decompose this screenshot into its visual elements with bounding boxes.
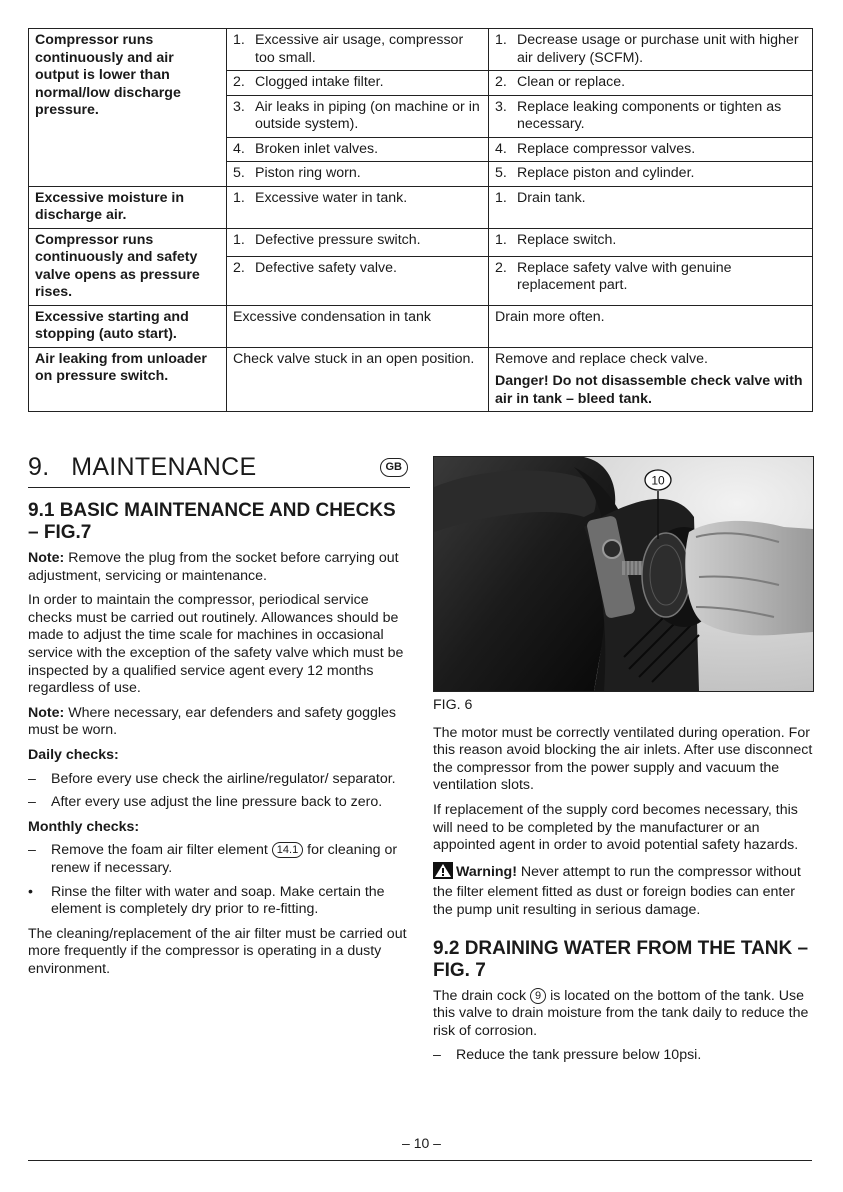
cause-number: 3. — [233, 98, 245, 115]
body-paragraph: If replacement of the supply cord becomes necessary, this will need to be completed by the manufacturer or an appointed agent in order to avoid potential safety hazards. — [433, 801, 799, 854]
warning-paragraph — [433, 862, 813, 920]
daily-checks-heading: Daily checks: — [28, 746, 119, 763]
cause-number: 1. — [233, 32, 245, 48]
left-column — [28, 452, 410, 985]
subsection-heading: 9.1 BASIC MAINTENANCE AND CHECKS – FIG.7 — [28, 500, 396, 543]
remedy-text: Replace leaking components or tighten as necessary. — [517, 98, 782, 132]
table-row — [29, 347, 813, 412]
body-paragraph: The cleaning/replacement of the air filter must be carried out more frequently if the compressor is operating in a dusty environment. — [28, 925, 407, 977]
note-text: Remove the plug from the socket before carrying out adjustment, servicing or maintenance. — [28, 550, 399, 584]
cause-number: 4. — [233, 140, 245, 157]
note-text: Where necessary, ear defenders and safety goggles must be worn. — [28, 704, 397, 739]
body-paragraph: In order to maintain the compressor, periodical service checks must be carried out routinely. Allowances should be made to adjust the time scale for machines in occasional service with the exception of the safety valve which must be inspected by a qualified service agent every 12 months regardless of use. — [28, 592, 404, 697]
figure-photo — [433, 456, 814, 692]
section-title — [28, 452, 256, 482]
section-number: 9. — [28, 453, 50, 481]
remedy-text: Replace switch. — [517, 231, 617, 248]
problem-cell: Air leaking from unloader on pressure switch. — [29, 347, 227, 412]
cause-text: Excessive water in tank. — [255, 189, 408, 206]
problem-cell: Excessive starting and stopping (auto start). — [29, 305, 227, 347]
troubleshooting-table — [28, 28, 813, 412]
remedy-text: Drain tank. — [517, 189, 586, 206]
table-row — [29, 186, 813, 228]
remedy-cell — [489, 162, 813, 187]
callout-label: 10 — [651, 473, 665, 488]
list-item-text: Reduce the tank pressure below 10psi. — [456, 1047, 702, 1064]
list-item: – Remove the foam air filter element 14.1 for cleaning or renew if necessary. — [28, 842, 410, 877]
cause-number: 2. — [233, 259, 245, 276]
list-item-text: Remove the foam air filter element 14.1 for cleaning or renew if necessary. — [51, 842, 398, 876]
cause-cell — [227, 71, 489, 96]
cause-number: 2. — [233, 74, 245, 90]
remedy-text: Clean or replace. — [517, 74, 626, 90]
remedy-cell — [489, 186, 813, 228]
cause-text: Piston ring worn. — [255, 165, 361, 181]
list-item: – Before every use check the airline/regulator/ separator. — [28, 771, 410, 789]
body-paragraph: The motor must be correctly ventilated during operation. For this reason avoid blocking the air inlets. After use disconnect the compressor from the power supply and vacuum the ventilation slots. — [433, 724, 813, 794]
note-paragraph — [28, 550, 410, 585]
table-row — [29, 29, 813, 71]
remedy-cell — [489, 347, 813, 412]
monthly-checks-heading: Monthly checks: — [28, 818, 140, 835]
note-paragraph — [28, 705, 410, 740]
table-row — [29, 305, 813, 347]
cause-cell — [227, 137, 489, 162]
daily-checks-list — [28, 771, 410, 812]
remedy-number: 1. — [495, 189, 507, 206]
cause-cell — [227, 186, 489, 228]
right-column — [433, 697, 813, 1072]
remedy-number: 4. — [495, 140, 507, 157]
list-item-text: Rinse the filter with water and soap. Make certain the element is completely dry prior to re-fitting. — [51, 883, 385, 918]
cause-text: Defective pressure switch. — [255, 231, 421, 248]
language-badge: GB — [380, 458, 409, 477]
warning-text: Never attempt to run the compressor without the filter element fitted as dust or foreign bodies can enter the pump unit resulting in serious damage. — [433, 863, 801, 918]
remedy-cell — [489, 256, 813, 305]
cause-cell — [227, 29, 489, 71]
section-title-text: MAINTENANCE — [71, 453, 257, 481]
cause-text: Clogged intake filter. — [255, 74, 384, 90]
subsection-heading: 9.2 DRAINING WATER FROM THE TANK – FIG. 7 — [433, 937, 809, 981]
cause-cell: Check valve stuck in an open position. — [227, 347, 489, 412]
problem-cell: Excessive moisture in discharge air. — [29, 186, 227, 228]
list-item-text: Before every use check the airline/regulator/ separator. — [51, 770, 396, 787]
note-label: Note: — [28, 550, 65, 566]
list-item-text: After every use adjust the line pressure back to zero. — [51, 794, 383, 811]
footer-divider — [28, 1160, 812, 1161]
remedy-text: Replace compressor valves. — [517, 140, 696, 157]
remedy-number: 5. — [495, 165, 507, 181]
problem-cell: Compressor runs continuously and air output is lower than normal/low discharge pressure. — [29, 29, 227, 187]
remedy-text: Replace safety valve with genuine replacement part. — [517, 259, 732, 294]
remedy-cell — [489, 95, 813, 137]
remedy-cell — [489, 228, 813, 256]
remedy-text: Remove and replace check valve. — [495, 350, 708, 367]
danger-warning: Danger! Do not disassemble check valve with air in tank – bleed tank. — [495, 373, 803, 407]
table-row — [29, 228, 813, 256]
cause-cell — [227, 95, 489, 137]
remedy-cell: Drain more often. — [489, 305, 813, 347]
page-number: – 10 – — [402, 1135, 441, 1151]
remedy-cell — [489, 137, 813, 162]
remedy-cell — [489, 29, 813, 71]
remedy-number: 1. — [495, 32, 507, 48]
remedy-cell — [489, 71, 813, 96]
cause-cell — [227, 162, 489, 187]
cause-text: Air leaks in piping (on machine or in outside system). — [255, 98, 480, 132]
list-item: – After every use adjust the line pressure back to zero. — [28, 794, 410, 812]
list-item: – Reduce the tank pressure below 10psi. — [433, 1047, 813, 1065]
remedy-number: 3. — [495, 98, 507, 115]
cause-cell: Excessive condensation in tank — [227, 305, 489, 347]
part-reference: 9 — [530, 988, 546, 1004]
cause-text: Defective safety valve. — [255, 259, 397, 276]
remedy-text: Replace piston and cylinder. — [517, 165, 695, 181]
cause-cell — [227, 228, 489, 256]
section-heading — [28, 452, 410, 488]
cause-text: Broken inlet valves. — [255, 140, 379, 157]
body-paragraph: The drain cock 9 is located on the bottom of the tank. Use this valve to drain moisture from the tank daily to reduce the risk of corrosion. — [433, 987, 809, 1039]
problem-cell: Compressor runs continuously and safety valve opens as pressure rises. — [29, 228, 227, 305]
cause-cell — [227, 256, 489, 305]
part-reference: 14.1 — [272, 842, 303, 858]
compressor-filter-illustration — [434, 457, 813, 691]
monthly-checks-list — [28, 842, 410, 918]
cause-number: 1. — [233, 189, 245, 206]
cause-number: 5. — [233, 165, 245, 181]
list-item: • Rinse the filter with water and soap. Make certain the element is completely dry prior to re-fitting. — [28, 884, 410, 919]
warning-label: Warning! — [456, 863, 517, 880]
warning-triangle-icon — [433, 862, 453, 885]
remedy-number: 2. — [495, 74, 507, 90]
figure-caption: FIG. 6 — [433, 697, 473, 713]
drain-steps-list — [433, 1047, 813, 1065]
cause-text: Excessive air usage, compressor too small. — [255, 32, 464, 66]
remedy-text: Decrease usage or purchase unit with higher air delivery (SCFM). — [517, 32, 799, 66]
cause-number: 1. — [233, 231, 245, 248]
remedy-number: 1. — [495, 231, 507, 248]
note-label: Note: — [28, 704, 65, 721]
remedy-number: 2. — [495, 259, 507, 276]
